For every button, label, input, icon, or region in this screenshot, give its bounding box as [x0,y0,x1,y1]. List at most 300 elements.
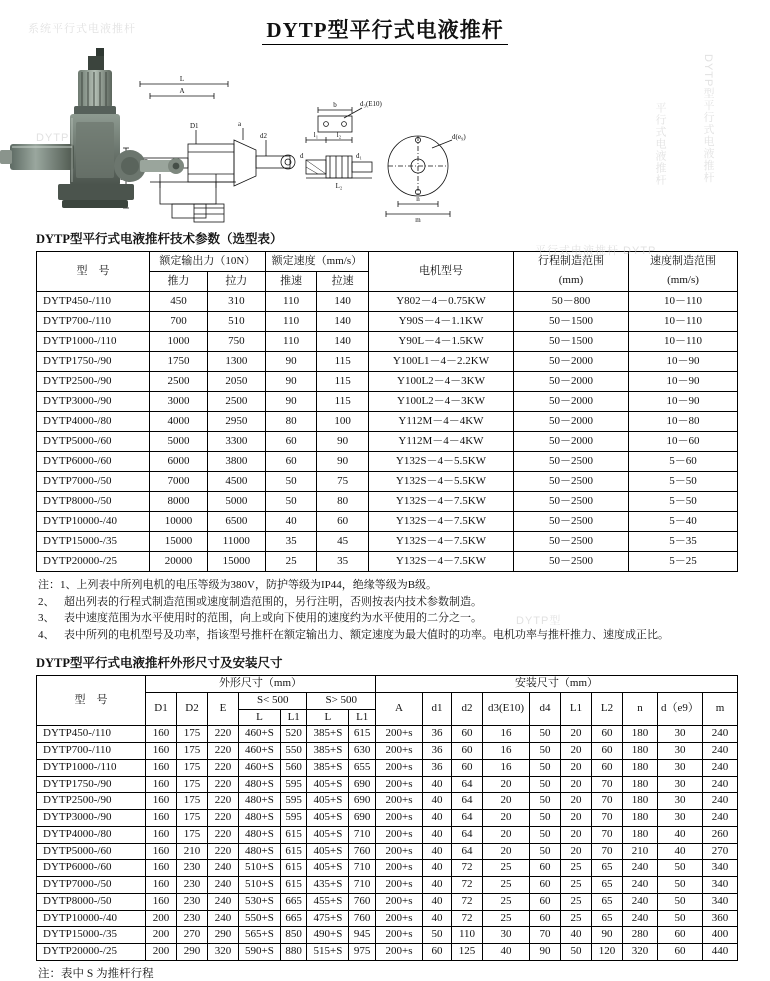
cell-Li1: 20 [561,843,592,860]
cell-Li1: 40 [561,927,592,944]
cell-m: 240 [703,793,738,810]
cell-m: 270 [703,843,738,860]
cell-L1-small: 615 [280,860,307,877]
th2-model: 型 号 [37,676,146,726]
cell-E: 220 [208,810,239,827]
cell-speed: 10－90 [629,372,738,392]
table-row [37,372,738,392]
cell-pull: 6500 [207,512,265,532]
cell-L-large: 455+S [307,893,349,910]
cell-motor: Y90L－4－1.5KW [369,332,514,352]
cell-push: 1000 [150,332,208,352]
cell-Li1: 50 [561,944,592,961]
cell-L-small: 460+S [239,726,281,743]
cell-E: 220 [208,826,239,843]
cell-motor: Y802－4－0.75KW [369,292,514,312]
cell-L-large: 405+S [307,843,349,860]
cell-stroke: 50－2500 [514,472,629,492]
cell-push: 5000 [150,432,208,452]
cell-m: 340 [703,893,738,910]
cell-d2: 60 [452,726,483,743]
cell-stroke: 50－2000 [514,432,629,452]
cell-model: DYTP7000-/50 [37,877,146,894]
table-row [37,927,738,944]
dimensions-body [37,726,738,961]
cell-D1: 160 [146,826,177,843]
note-2-text: 超出列表的行程式制造范围或速度制造范围的，另行注明，否则按表内技术参数制造。 [64,595,482,608]
document-page [0,14,770,980]
cell-Li2: 70 [592,776,623,793]
cell-pushv: 40 [265,512,317,532]
cell-speed: 10－110 [629,312,738,332]
cell-D2: 230 [177,893,208,910]
cell-L-large: 405+S [307,793,349,810]
table-row [37,759,738,776]
cell-Li2: 70 [592,793,623,810]
cell-Li1: 20 [561,826,592,843]
cell-d4: 60 [530,893,561,910]
cell-d1: 40 [423,793,452,810]
cell-stroke: 50－2500 [514,552,629,572]
th-pull-speed: 拉速 [317,272,369,292]
cell-d3: 20 [483,810,530,827]
table-row [37,860,738,877]
cell-D1: 160 [146,877,177,894]
cell-pushv: 110 [265,332,317,352]
cell-d: 40 [658,843,703,860]
cell-A: 200+s [376,944,423,961]
cell-model: DYTP10000-/40 [37,910,146,927]
cell-L-large: 435+S [307,877,349,894]
cell-D1: 160 [146,860,177,877]
cell-Li1: 25 [561,910,592,927]
cell-A: 200+s [376,793,423,810]
table-row [37,843,738,860]
dimensions-section [34,653,758,981]
ghost-text: 系统平行式电液推杆 [28,23,136,35]
th2-ad3: d3(E10) [483,692,530,726]
cell-E: 240 [208,910,239,927]
cell-d1: 36 [423,759,452,776]
th-model: 型 号 [37,252,150,292]
cell-n: 240 [623,877,658,894]
cell-L-small: 480+S [239,810,281,827]
cell-d3: 16 [483,726,530,743]
th-rated-output: 额定输出力（10N） [150,252,266,272]
svg-text:d: d [300,152,304,160]
table-row [37,492,738,512]
ghost-text: 平行式电液推杆 DYTP [535,245,657,257]
cell-E: 220 [208,776,239,793]
cell-L1-small: 880 [280,944,307,961]
cell-d: 30 [658,793,703,810]
cell-Li1: 20 [561,793,592,810]
th-motor: 电机型号 [369,252,514,292]
cell-pushv: 50 [265,492,317,512]
dimensions-footnote: 注：表中 S 为推杆行程 [38,967,154,980]
cell-model: DYTP4000-/80 [37,826,146,843]
cell-D2: 175 [177,776,208,793]
cell-L1-small: 665 [280,893,307,910]
cell-pullv: 115 [317,372,369,392]
cell-model: DYTP7000-/50 [37,472,150,492]
cell-model: DYTP15000-/35 [37,927,146,944]
cell-A: 200+s [376,826,423,843]
cell-d3: 30 [483,927,530,944]
cell-stroke: 50－1500 [514,312,629,332]
cell-L-small: 565+S [239,927,281,944]
cell-D2: 230 [177,877,208,894]
cell-d4: 50 [530,793,561,810]
cell-speed: 5－25 [629,552,738,572]
cell-push: 10000 [150,512,208,532]
cell-L1-small: 550 [280,743,307,760]
cell-pull: 15000 [207,552,265,572]
cell-pull: 5000 [207,492,265,512]
cell-L-small: 530+S [239,893,281,910]
cell-d2: 64 [452,826,483,843]
cell-Li1: 20 [561,743,592,760]
cell-Li2: 65 [592,893,623,910]
cell-d2: 64 [452,843,483,860]
cell-L1-large: 710 [349,826,376,843]
cell-d1: 40 [423,877,452,894]
cell-model: DYTP5000-/60 [37,432,150,452]
cell-d3: 16 [483,743,530,760]
cell-E: 220 [208,843,239,860]
cell-L-small: 480+S [239,776,281,793]
cell-d1: 40 [423,910,452,927]
cell-L-small: 480+S [239,826,281,843]
cell-n: 320 [623,944,658,961]
cell-model: DYTP20000-/25 [37,552,150,572]
cell-E: 240 [208,877,239,894]
dimensions-table [36,675,738,961]
page-title-text: DYTP型平行式电液推杆 [262,18,507,45]
cell-pushv: 60 [265,452,317,472]
cell-n: 280 [623,927,658,944]
cell-stroke: 50－2500 [514,492,629,512]
cell-model: DYTP8000-/50 [37,492,150,512]
cell-pull: 11000 [207,532,265,552]
cell-pushv: 110 [265,312,317,332]
cell-pullv: 140 [317,312,369,332]
svg-text:l₂: l₂ [336,131,342,139]
th-push-force: 推力 [150,272,208,292]
th2-al1: L1 [561,692,592,726]
cell-Li1: 20 [561,776,592,793]
cell-pull: 2950 [207,412,265,432]
ghost-text: DYTP型 [516,615,562,627]
cell-pushv: 25 [265,552,317,572]
cell-Li2: 65 [592,877,623,894]
th2-d2: D2 [177,692,208,726]
th-push-speed: 推速 [265,272,317,292]
cell-d2: 64 [452,810,483,827]
cell-d3: 20 [483,793,530,810]
cell-d4: 90 [530,944,561,961]
dimensions-heading: DYTP型平行式电液推杆外形尺寸及安装尺寸 [36,656,283,670]
cell-D2: 290 [177,944,208,961]
cell-stroke: 50－2500 [514,532,629,552]
cell-push: 4000 [150,412,208,432]
cell-model: DYTP8000-/50 [37,893,146,910]
cell-n: 240 [623,910,658,927]
cell-pullv: 90 [317,452,369,472]
cell-speed: 10－90 [629,352,738,372]
cell-d1: 60 [423,944,452,961]
cell-stroke: 50－800 [514,292,629,312]
cell-Li2: 60 [592,759,623,776]
cell-model: DYTP1000-/110 [37,759,146,776]
cell-pull: 310 [207,292,265,312]
table-row [37,826,738,843]
cell-d1: 40 [423,860,452,877]
cell-D1: 160 [146,893,177,910]
cell-pull: 3800 [207,452,265,472]
th-rated-speed: 额定速度（mm/s） [265,252,368,272]
note-4 [38,627,758,644]
cell-L1-small: 595 [280,810,307,827]
cell-Li2: 65 [592,910,623,927]
table-row [37,412,738,432]
cell-d4: 50 [530,726,561,743]
table-row [37,877,738,894]
cell-n: 180 [623,759,658,776]
cell-push: 7000 [150,472,208,492]
th2-install: 安装尺寸（mm） [376,676,738,693]
cell-model: DYTP700-/110 [37,312,150,332]
cell-pushv: 50 [265,472,317,492]
cell-pullv: 140 [317,292,369,312]
cell-model: DYTP2500-/90 [37,372,150,392]
table-row [37,532,738,552]
cell-d4: 50 [530,743,561,760]
th2-a: A [376,692,423,726]
cell-model: DYTP5000-/60 [37,843,146,860]
cell-push: 20000 [150,552,208,572]
cell-L-small: 590+S [239,944,281,961]
cell-push: 1750 [150,352,208,372]
cell-pullv: 35 [317,552,369,572]
table-row [37,726,738,743]
cell-E: 220 [208,793,239,810]
cell-d1: 40 [423,810,452,827]
cell-pushv: 80 [265,412,317,432]
th2-outer: 外形尺寸（mm） [146,676,376,693]
table-row [37,910,738,927]
cell-d2: 125 [452,944,483,961]
cell-d: 50 [658,877,703,894]
cell-stroke: 50－2500 [514,512,629,532]
cell-D1: 200 [146,944,177,961]
cell-d3: 20 [483,776,530,793]
tech-params-table [36,251,738,572]
cell-A: 200+s [376,893,423,910]
table-row [37,452,738,472]
figure-area [0,48,770,223]
cell-pullv: 100 [317,412,369,432]
cell-d: 50 [658,910,703,927]
cell-motor: Y132S－4－7.5KW [369,512,514,532]
cell-model: DYTP1750-/90 [37,352,150,372]
cell-pull: 750 [207,332,265,352]
cell-d: 30 [658,810,703,827]
cell-model: DYTP450-/110 [37,726,146,743]
cell-pullv: 75 [317,472,369,492]
cell-d4: 70 [530,927,561,944]
cell-A: 200+s [376,910,423,927]
cell-D1: 160 [146,759,177,776]
cell-L-large: 475+S [307,910,349,927]
th-pull-force: 拉力 [207,272,265,292]
cell-d: 30 [658,759,703,776]
cell-d4: 50 [530,776,561,793]
table-row [37,810,738,827]
table-row [37,292,738,312]
th2-al2: L2 [592,692,623,726]
cell-D1: 200 [146,910,177,927]
cell-L1-large: 615 [349,726,376,743]
cell-d1: 40 [423,776,452,793]
cell-E: 220 [208,726,239,743]
cell-pushv: 60 [265,432,317,452]
cell-n: 240 [623,860,658,877]
cell-d1: 40 [423,843,452,860]
cell-speed: 10－110 [629,332,738,352]
table-row [37,332,738,352]
cell-pushv: 35 [265,532,317,552]
cell-A: 200+s [376,743,423,760]
note-4-num: 4、 [38,628,55,641]
cell-model: DYTP6000-/60 [37,452,150,472]
cell-m: 240 [703,743,738,760]
table-row [37,793,738,810]
cell-pushv: 90 [265,372,317,392]
cell-pull: 510 [207,312,265,332]
cell-d3: 25 [483,860,530,877]
cell-n: 240 [623,893,658,910]
cell-D2: 175 [177,826,208,843]
cell-L1-large: 630 [349,743,376,760]
th2-l-b: L [307,709,349,726]
cell-D2: 175 [177,810,208,827]
page-title [0,14,770,44]
cell-pullv: 115 [317,392,369,412]
cell-Li2: 90 [592,927,623,944]
note-4-text: 表中所列的电机型号及功率，指该型号推杆在额定输出力、额定速度为最大值时的功率。电机功率与推杆推力、速度成正比。 [64,628,669,641]
cell-d: 50 [658,893,703,910]
cell-d3: 20 [483,843,530,860]
cell-d3: 16 [483,759,530,776]
note-3-text: 表中速度范围为水平使用时的范围，向上或向下使用的速度约为水平使用的二分之一。 [64,612,482,624]
th2-ad2: d2 [452,692,483,726]
cell-d1: 36 [423,743,452,760]
cell-d4: 50 [530,826,561,843]
cell-L-large: 490+S [307,927,349,944]
cell-motor: Y112M－4－4KW [369,412,514,432]
table-row [37,944,738,961]
cell-pull: 2050 [207,372,265,392]
cell-d3: 25 [483,877,530,894]
th2-d: d（e9） [658,692,703,726]
cell-Li1: 20 [561,810,592,827]
cell-speed: 10－60 [629,432,738,452]
cell-d2: 60 [452,743,483,760]
cell-d1: 50 [423,927,452,944]
cell-motor: Y132S－4－7.5KW [369,552,514,572]
cell-L1-large: 710 [349,877,376,894]
cell-m: 360 [703,910,738,927]
cell-motor: Y132S－4－7.5KW [369,492,514,512]
cell-L1-large: 690 [349,776,376,793]
cell-d3: 20 [483,826,530,843]
cell-L-large: 405+S [307,776,349,793]
cell-d2: 64 [452,776,483,793]
cell-L-large: 405+S [307,826,349,843]
ghost-text: 平行式电液推杆 [654,102,666,186]
cell-L1-small: 665 [280,910,307,927]
product-photo [0,48,190,216]
cell-pushv: 90 [265,392,317,412]
svg-text:n: n [416,195,420,203]
cell-d4: 60 [530,860,561,877]
cell-speed: 5－40 [629,512,738,532]
cell-model: DYTP3000-/90 [37,810,146,827]
cell-stroke: 50－2000 [514,372,629,392]
cell-Li2: 60 [592,743,623,760]
cell-speed: 10－80 [629,412,738,432]
cell-d: 50 [658,860,703,877]
cell-E: 240 [208,860,239,877]
cell-pushv: 110 [265,292,317,312]
th-speed-unit: (mm/s) [629,272,738,292]
cell-motor: Y132S－4－7.5KW [369,532,514,552]
cell-d2: 60 [452,759,483,776]
note-3-num: 3、 [38,612,55,624]
svg-text:D1: D1 [190,122,199,130]
cell-Li2: 70 [592,843,623,860]
cell-speed: 5－50 [629,492,738,512]
cell-d1: 40 [423,826,452,843]
cell-D2: 175 [177,743,208,760]
cell-Li2: 70 [592,826,623,843]
cell-L1-small: 615 [280,877,307,894]
cell-L1-small: 595 [280,793,307,810]
cell-pull: 1300 [207,352,265,372]
th2-d1: D1 [146,692,177,726]
tech-params-section [34,229,758,643]
cell-d: 60 [658,927,703,944]
cell-Li1: 20 [561,726,592,743]
cell-push: 2500 [150,372,208,392]
cell-D1: 160 [146,743,177,760]
cell-speed: 10－90 [629,392,738,412]
cell-L-large: 385+S [307,759,349,776]
svg-text:d(e₉): d(e₉) [452,133,466,141]
cell-motor: Y112M－4－4KW [369,432,514,452]
cell-d3: 40 [483,944,530,961]
cell-L-large: 405+S [307,810,349,827]
cell-E: 240 [208,893,239,910]
th2-s-gt: S> 500 [307,692,376,709]
svg-text:L: L [179,75,185,83]
cell-d1: 40 [423,893,452,910]
cell-d: 30 [658,743,703,760]
cell-D2: 175 [177,726,208,743]
cell-A: 200+s [376,843,423,860]
th2-ad4: d4 [530,692,561,726]
